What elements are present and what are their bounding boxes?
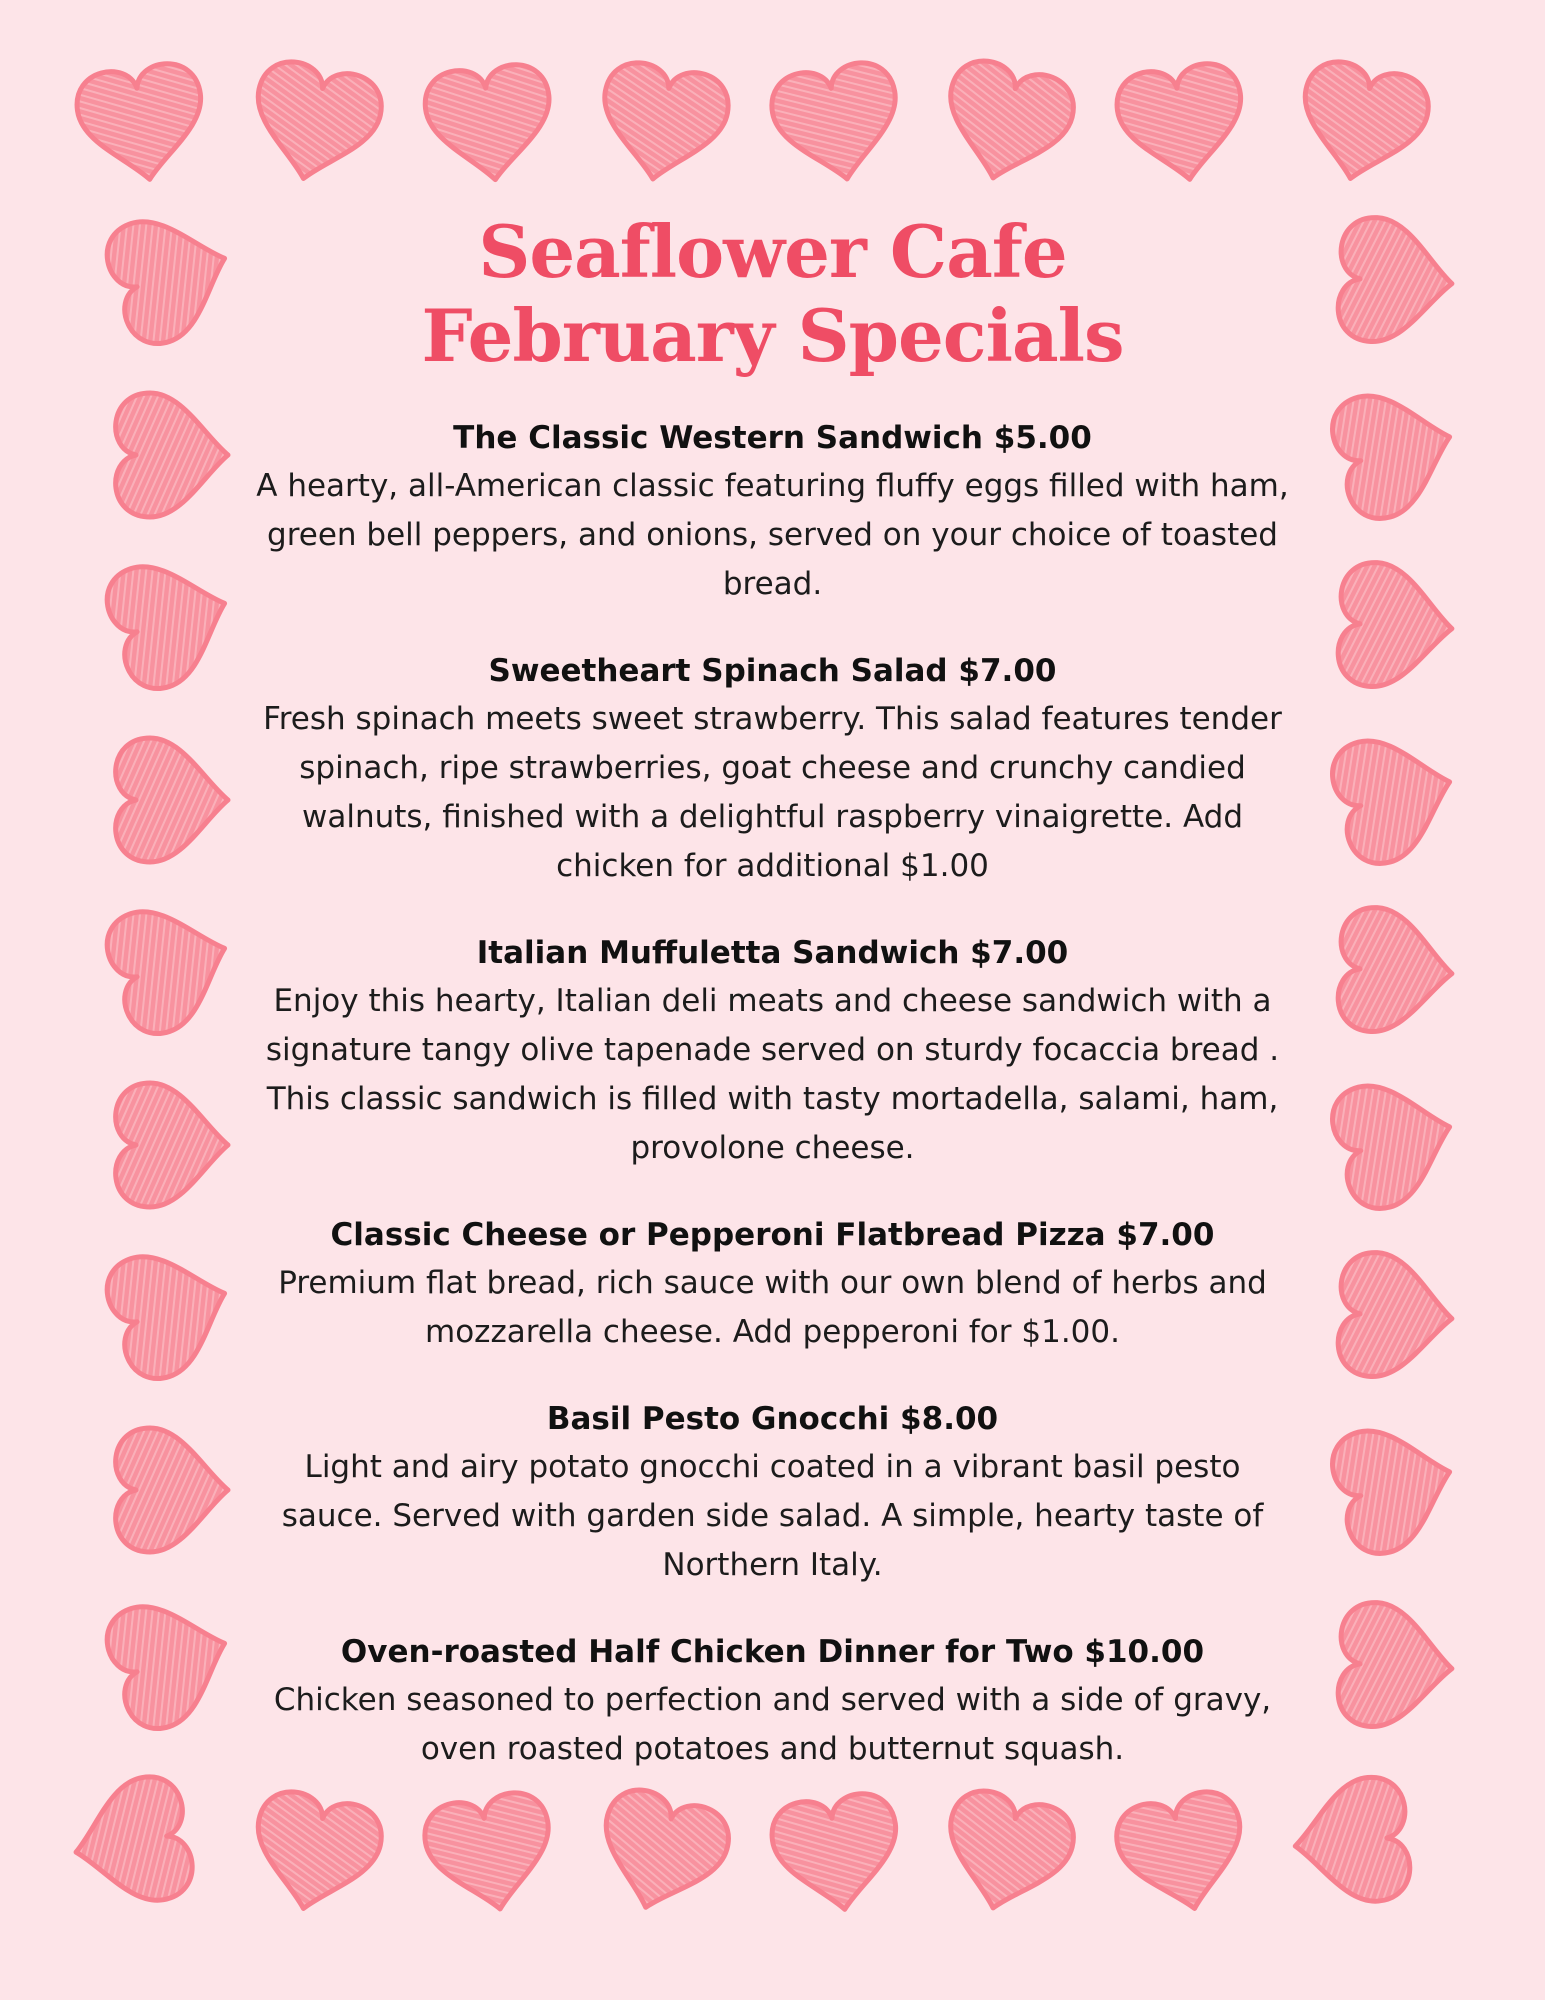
menu-item-name: Basil Pesto Gnocchi $8.00 (546, 1401, 999, 1437)
menu-title (255, 210, 1290, 378)
menu-item (255, 414, 1290, 609)
menu-item-description: Light and airy potato gnocchi coated in a vibrant basil pesto sauce. Served with garden side salad. A simple, hearty taste of Northern Italy. (281, 1449, 1264, 1583)
menu-item (255, 1395, 1290, 1590)
menu-item (255, 647, 1290, 891)
menu-item-name: Oven-roasted Half Chicken Dinner for Two $10.00 (340, 1634, 1205, 1670)
menu-item-description: Fresh spinach meets sweet strawberry. This salad features tender spinach, ripe strawberries, goat cheese and crunchy candied walnuts, finished with a delightful raspberry vinaigrette. Add chicken for additional $1.00 (263, 701, 1282, 884)
menu-item-description: A hearty, all-American classic featuring fluffy eggs filled with ham, green bell peppers, and onions, served on your choice of toasted bread. (256, 468, 1289, 602)
menu-item (255, 1211, 1290, 1357)
menu-item (255, 1628, 1290, 1774)
menu-item-description: Premium flat bread, rich sauce with our own blend of herbs and mozzarella cheese. Add pepperoni for $1.00. (278, 1265, 1267, 1350)
menu-item-name: Classic Cheese or Pepperoni Flatbread Pizza $7.00 (330, 1217, 1215, 1253)
menu-item-name: Sweetheart Spinach Salad $7.00 (488, 653, 1057, 689)
title-cafe-name: Seaflower Cafe (478, 209, 1067, 294)
title-specials: February Specials (421, 293, 1124, 378)
menu-item-name: Italian Muffuletta Sandwich $7.00 (476, 935, 1069, 971)
menu-item-description: Chicken seasoned to perfection and served with a side of gravy, oven roasted potatoes and butternut squash. (273, 1682, 1272, 1767)
menu-item (255, 929, 1290, 1173)
menu-item-name: The Classic Western Sandwich $5.00 (453, 420, 1092, 456)
menu-item-description: Enjoy this hearty, Italian deli meats and cheese sandwich with a signature tangy olive tapenade served on sturdy focaccia bread . This classic sandwich is filled with tasty mortadella, salami, ham, provolone cheese. (265, 983, 1280, 1166)
menu-content (255, 210, 1290, 1812)
